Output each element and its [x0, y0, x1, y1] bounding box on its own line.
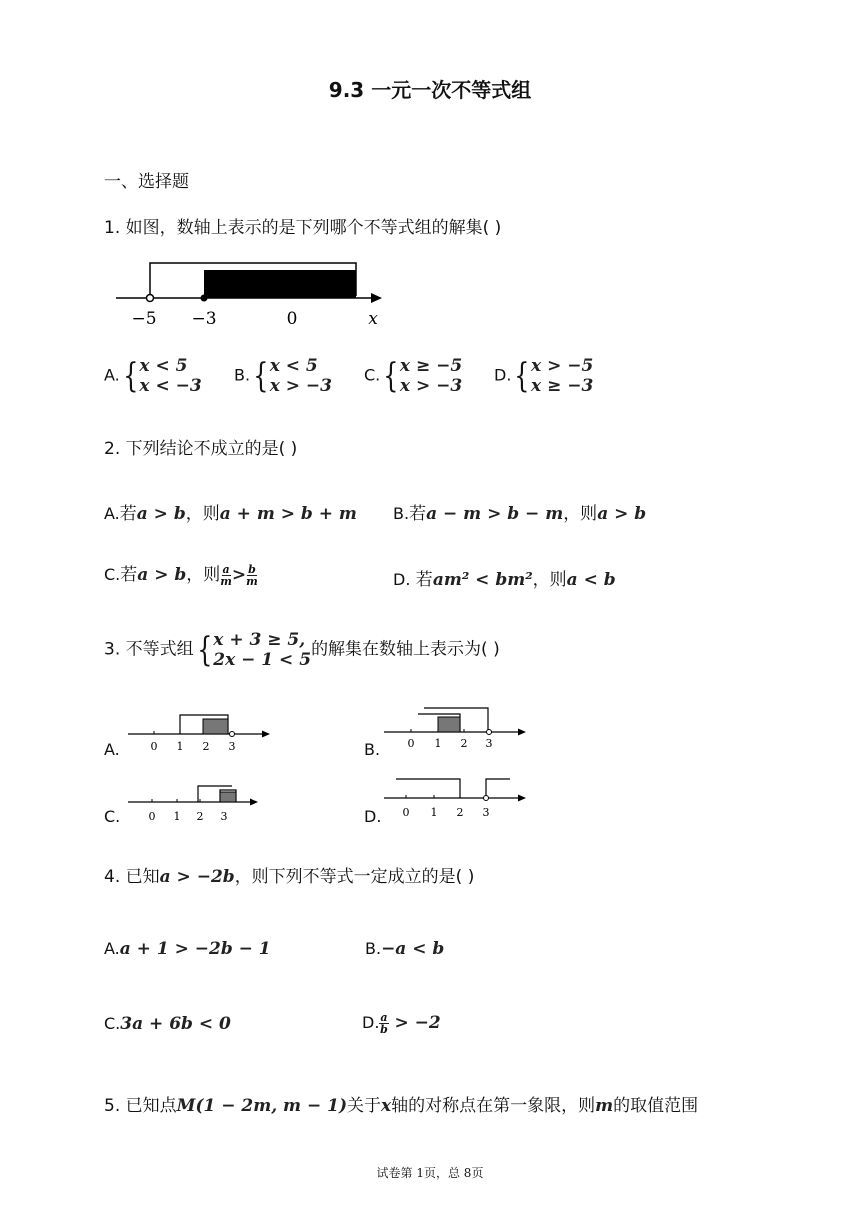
svg-text:0: 0 [402, 806, 410, 819]
svg-text:1: 1 [430, 806, 438, 819]
system-line-2: x ≥ −3 [531, 376, 594, 396]
option-math: a > b [597, 504, 647, 524]
question-2-option-d[interactable] [393, 565, 616, 590]
system-line-2: x < −3 [139, 376, 202, 396]
option-text: ，则 [563, 504, 598, 524]
option-label: A. [104, 939, 120, 958]
svg-text:1: 1 [434, 737, 442, 750]
svg-text:3: 3 [482, 806, 490, 819]
question-1-stem: 1. 如图，数轴上表示的是下列哪个不等式组的解集( ) [104, 218, 502, 238]
fraction-b-over-m: $\frac{b}{m}$ [246, 563, 258, 588]
option-label: C. [364, 365, 381, 385]
question-4-stem: 4. 已知a > −2b，则下列不等式一定成立的是( ) [104, 867, 475, 887]
fraction-a-over-b: $\frac{a}{b}$ [380, 1011, 388, 1036]
question-4-option-c[interactable] [104, 1014, 231, 1034]
option-text: ，则 [532, 570, 567, 590]
system-line-2: x > −3 [269, 376, 332, 396]
section-heading: 一、选择题 [104, 172, 189, 192]
option-math: a > b [137, 565, 187, 585]
axis-arrow-icon [250, 799, 258, 806]
option-label: B. [393, 504, 410, 523]
option-label: C. [104, 565, 121, 584]
page-title: 9.3 一元一次不等式组 [328, 78, 532, 102]
axis-label-x: x [368, 309, 378, 329]
option-label: A. [104, 504, 120, 523]
open-point-minus5 [147, 295, 154, 302]
option-text: ，则 [185, 504, 220, 524]
option-math: a − m > b − m [426, 504, 564, 524]
question-3-option-c-figure[interactable] [124, 778, 264, 826]
option-math: > −2 [388, 1013, 441, 1033]
question-3-stem: 3. 不等式组 { x + 3 ≥ 5, 2x − 1 < 5 的解集在数轴上表示为( ) [104, 630, 500, 670]
question-3-option-d-figure[interactable] [380, 772, 535, 822]
question-2-option-b[interactable] [393, 499, 646, 524]
question-1-option-d[interactable]: D. { x > −5 x ≥ −3 [494, 356, 594, 396]
question-1-number-line-figure [108, 258, 398, 330]
option-text: 若 [409, 504, 427, 524]
question-3-option-b-figure[interactable] [380, 704, 530, 754]
shaded-region-x-ge-minus3 [204, 270, 356, 298]
axis-arrow-icon [518, 729, 526, 736]
option-math: a > b [136, 504, 186, 524]
question-2-stem: 2. 下列结论不成立的是( ) [104, 439, 298, 459]
option-label: D. [494, 365, 512, 385]
question-1-option-a[interactable]: A. { x < 5 x < −3 [104, 356, 202, 396]
question-1-option-c[interactable]: C. { x ≥ −5 x > −3 [364, 356, 463, 396]
axis-arrow-icon [262, 731, 270, 738]
question-3-option-a-figure[interactable] [124, 710, 274, 758]
page-footer: 试卷第 1页，总 8页 [376, 1166, 484, 1180]
option-math: 3a + 6b < 0 [120, 1014, 231, 1034]
option-text: 若 [410, 570, 433, 590]
option-label: D. [393, 570, 411, 589]
svg-text:1: 1 [176, 740, 184, 753]
question-4-option-d[interactable] [362, 1012, 441, 1035]
svg-text:0: 0 [148, 810, 156, 823]
svg-text:2: 2 [460, 737, 468, 750]
question-1-option-b[interactable]: B. { x < 5 x > −3 [234, 356, 332, 396]
option-math: −a < b [381, 939, 445, 959]
option-math: a + m > b + m [219, 504, 357, 524]
solid-point-minus3 [201, 295, 208, 302]
option-text: 若 [119, 504, 137, 524]
question-3-option-b-label[interactable]: B. [364, 740, 381, 759]
system-line-1: x + 3 ≥ 5, [213, 630, 306, 650]
option-label: B. [234, 365, 251, 385]
tick-label-0: 0 [286, 309, 298, 329]
svg-text:2: 2 [456, 806, 464, 819]
system-line-1: x > −5 [531, 356, 594, 376]
question-3-option-d-label[interactable]: D. [364, 807, 382, 826]
question-3-option-c-label[interactable]: C. [104, 807, 121, 826]
option-math: > [231, 565, 247, 585]
system-line-1: x ≥ −5 [399, 356, 463, 376]
question-2-option-a[interactable] [104, 499, 357, 524]
system-line-1: x < 5 [139, 356, 188, 376]
svg-text:2: 2 [202, 740, 210, 753]
option-label: B. [365, 939, 382, 958]
option-label: A. [104, 365, 120, 385]
option-math: a + 1 > −2b − 1 [119, 939, 271, 959]
tick-label-minus5: −5 [131, 309, 157, 329]
option-text: ，则 [186, 565, 221, 585]
option-label: D. [362, 1013, 380, 1032]
question-3-option-a-label[interactable]: A. [104, 740, 120, 759]
question-5-stem: 5. 已知点M(1 − 2m, m − 1)关于x轴的对称点在第一象限，则m的取值范围 [104, 1096, 699, 1116]
system-line-2: x > −3 [399, 376, 463, 396]
svg-text:3: 3 [220, 810, 228, 823]
option-math: a < b [566, 570, 616, 590]
option-math: am² < bm² [432, 570, 533, 590]
tick-label-minus3: −3 [191, 309, 217, 329]
svg-text:0: 0 [407, 737, 415, 750]
svg-text:3: 3 [485, 737, 493, 750]
question-2-option-c[interactable] [104, 560, 258, 587]
axis-arrow-icon [518, 795, 526, 802]
svg-text:1: 1 [173, 810, 181, 823]
option-text: 若 [120, 565, 138, 585]
option-label: C. [104, 1014, 121, 1033]
question-4-option-a[interactable] [104, 939, 271, 959]
svg-text:3: 3 [228, 740, 236, 753]
svg-text:0: 0 [150, 740, 158, 753]
axis-arrow-icon [371, 293, 382, 303]
fraction-a-over-m: $\frac{a}{m}$ [220, 563, 232, 588]
svg-text:2: 2 [196, 810, 204, 823]
system-line-2: 2x − 1 < 5 [213, 650, 312, 670]
question-4-option-b[interactable] [365, 939, 444, 959]
system-line-1: x < 5 [269, 356, 318, 376]
